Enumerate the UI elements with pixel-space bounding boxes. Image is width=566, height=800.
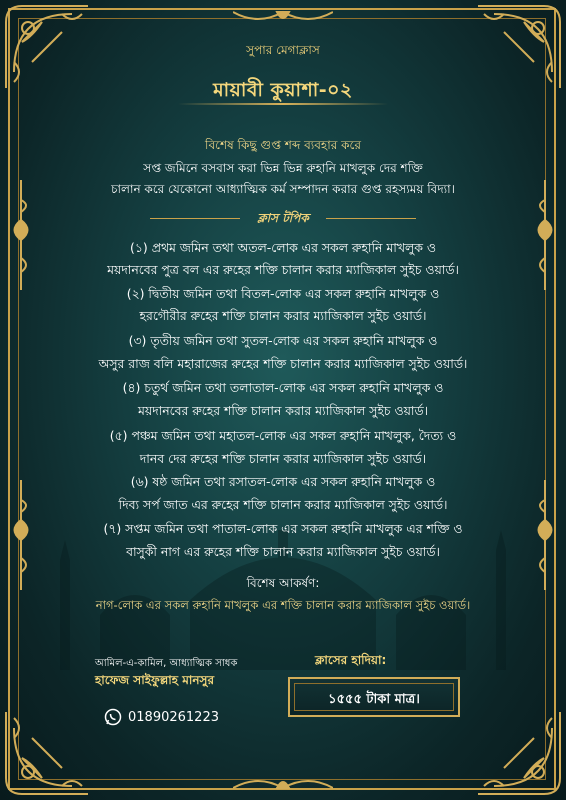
topic-item-line: (৫) পঞ্চম জমিন তথা মহাতল-লোক এর সকল রুহানি মাখলুক, দৈত্য ও (109, 428, 457, 443)
topic-item-line: হরগৌরীর রুহের শক্তি চালান করার ম্যাজিকাল সুইচ ওয়ার্ড। (139, 308, 427, 323)
topic-item-line: অসুর রাজ বলি মহারাজের রুহের শক্তি চালান করার ম্যাজিকাল সুইচ ওয়ার্ড। (98, 356, 468, 371)
topic-item-line: (৬) ষষ্ঠ জমিন তথা রসাতল-লোক এর সকল রুহানি মাখলুক ও (130, 474, 436, 489)
intro-line: সপ্ত জমিনে বসবাস করা ভিন্ন ভিন্ন রুহানি মাখলুক দের শক্তি (143, 161, 423, 175)
topic-heading: ক্লাস টপিক (257, 211, 309, 225)
topic-item-line: (৭) সপ্তম জমিন তথা পাতাল-লোক এর সকল রুহানি মাখলুক এর শক্তি ও (103, 521, 463, 536)
author-name: হাফেজ সাইফুল্লাহ মানসুর (95, 673, 215, 687)
fee-box (288, 677, 460, 717)
topic-item-line: (১) প্রথম জমিন তথা অতল-লোক এর সকল রুহানি মাখলুক ও (130, 240, 436, 255)
phone-number[interactable]: 01890261223 (128, 710, 219, 725)
topic-item-line: দিব্য সর্প জাত এর রুহের শক্তি চালান করার ম্যাজিকাল সুইচ ওয়ার্ড। (118, 497, 448, 512)
topic-item-line: ময়দানবের পুত্র বল এর রুহের শক্তি চালান করার ম্যাজিকাল সুইচ ওয়ার্ড। (107, 262, 459, 277)
intro-line: চালান করে যেকোনো আধ্যাত্মিক কর্ম সম্পাদন করার গুপ্ত রহস্যময় বিদ্যা। (111, 182, 455, 196)
intro-line: বিশেষ কিছু গুপ্ত শব্দ ব্যবহার করে (205, 138, 361, 152)
author-title: আমিল-এ-কামিল, আধ্যাত্মিক সাধক (95, 658, 238, 669)
top-ornament-icon (233, 6, 333, 28)
bottom-ornament-icon (233, 772, 333, 794)
topic-item-line: (২) দ্বিতীয় জমিন তথা বিতল-লোক এর সকল রুহানি মাখলুক ও (126, 286, 440, 301)
super-title: সুপার মেগাক্লাস (246, 43, 320, 57)
topic-item-line: (৪) চতুর্থ জমিন তথা তলাতাল-লোক এর সকল রুহানি মাখলুক ও (122, 380, 444, 395)
topic-item-line: ময়দানবের রুহের শক্তি চালান করার ম্যাজিকাল সুইচ ওয়ার্ড। (137, 403, 429, 418)
fee-label: ক্লাসের হাদিয়া: (315, 653, 387, 667)
special-attraction-text: নাগ-লোক এর সকল রুহানি মাখলুক এর শক্তি চালান করার ম্যাজিকাল সুইচ ওয়ার্ড। (95, 598, 471, 612)
topic-item-line: বাসুকী নাগ এর রুহের শক্তি চালান করার ম্যাজিকাল সুইচ ওয়ার্ড। (126, 544, 440, 559)
topic-item-line: দানব দের রুহের শক্তি চালান করার ম্যাজিকাল সুইচ ওয়ার্ড। (139, 451, 427, 466)
whatsapp-icon (104, 708, 122, 726)
divider (326, 218, 416, 219)
topic-item-line: (৩) তৃতীয় জমিন তথা সুতল-লোক এর সকল রুহানি মাখলুক ও (128, 333, 438, 348)
title-underline (178, 103, 388, 105)
fee-amount: ১৫৫৫ টাকা মাত্র। (328, 692, 420, 707)
corner-ornament-icon (2, 708, 92, 798)
page-title: মায়াবী কুয়াশা-০২ (213, 79, 353, 101)
special-attraction-title: বিশেষ আকর্ষণ: (246, 576, 320, 590)
corner-ornament-icon (474, 708, 564, 798)
